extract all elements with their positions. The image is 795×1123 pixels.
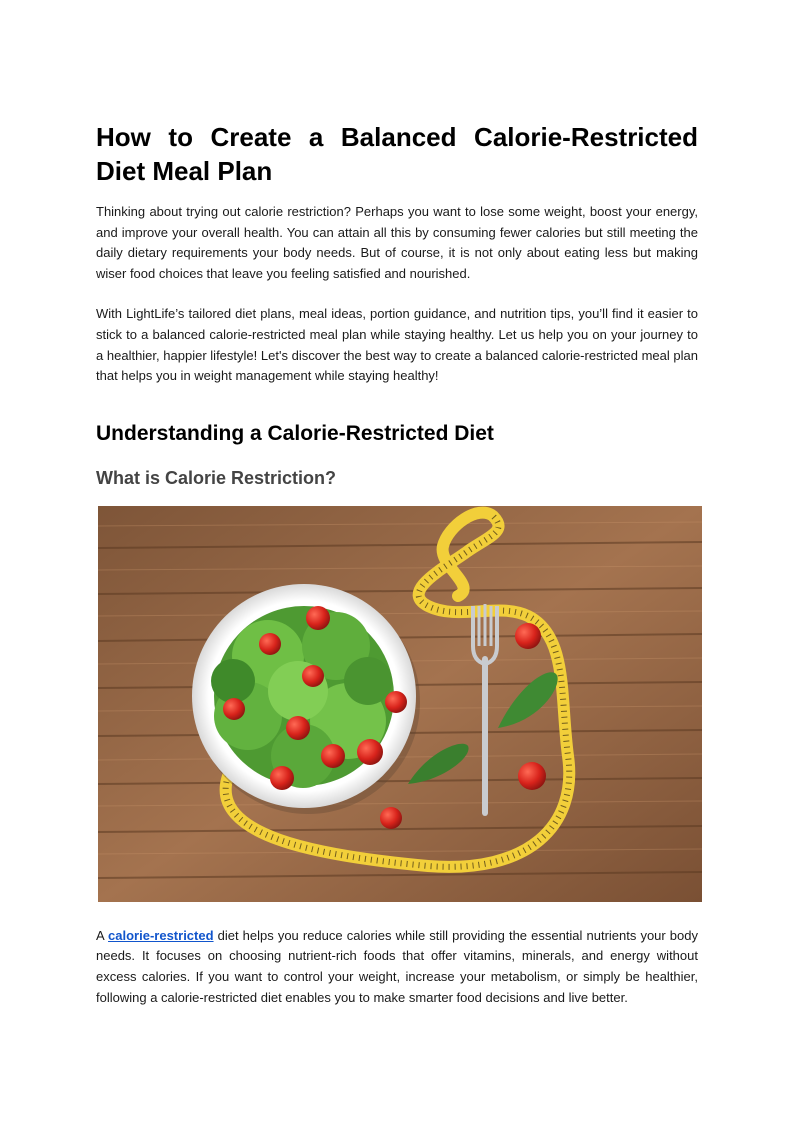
page-title <box>96 120 698 188</box>
body-prefix: A <box>96 927 109 943</box>
salad-illustration <box>98 506 702 902</box>
section-heading: Understanding a Calorie-Restricted Diet <box>96 421 494 445</box>
cherry-tomato <box>515 623 541 649</box>
intro-paragraph-1: Thinking about trying out calorie restriction? Perhaps you want to lose some weight, boost your energy, and improve your overall health. You can attain all this by consuming fewer calories but still meeting the daily dietary requirements your body needs. But of course, it is not only about eating less but making wiser food choices that leave you feeling satisfied and nourished. <box>96 204 698 281</box>
body-paragraph <box>96 926 698 1008</box>
subsection-heading: What is Calorie Restriction? <box>96 467 337 488</box>
salad-photo <box>98 506 702 902</box>
intro-paragraph-2: With LightLife’s tailored diet plans, meal ideas, portion guidance, and nutrition tips, you’ll find it easier to stick to a balanced calorie-restricted meal plan while staying healthy. Let us help you on your journey to a healthier, happier lifestyle! Let's discover the best way to create a balanced calorie-restricted meal plan that helps you in weight management while staying healthy! <box>96 306 698 384</box>
calorie-restricted-link[interactable]: calorie-restricted <box>108 927 214 943</box>
cherry-tomato <box>518 762 546 790</box>
cherry-tomato <box>380 807 402 829</box>
article <box>96 120 698 1008</box>
title-line-1: How to Create a Balanced Calorie-Restricted <box>96 122 698 152</box>
body-rest: diet helps you reduce calories while still providing the essential nutrients your body needs. It focuses on choosing nutrient-rich foods that offer vitamins, minerals, and energy without excess calories. If you want to control your weight, increase your metabolism, or simply be healthier, following a calorie-restricted diet enables you to make smarter food decisions and live better. <box>96 927 698 1005</box>
title-line-2: Diet Meal Plan <box>96 156 273 186</box>
